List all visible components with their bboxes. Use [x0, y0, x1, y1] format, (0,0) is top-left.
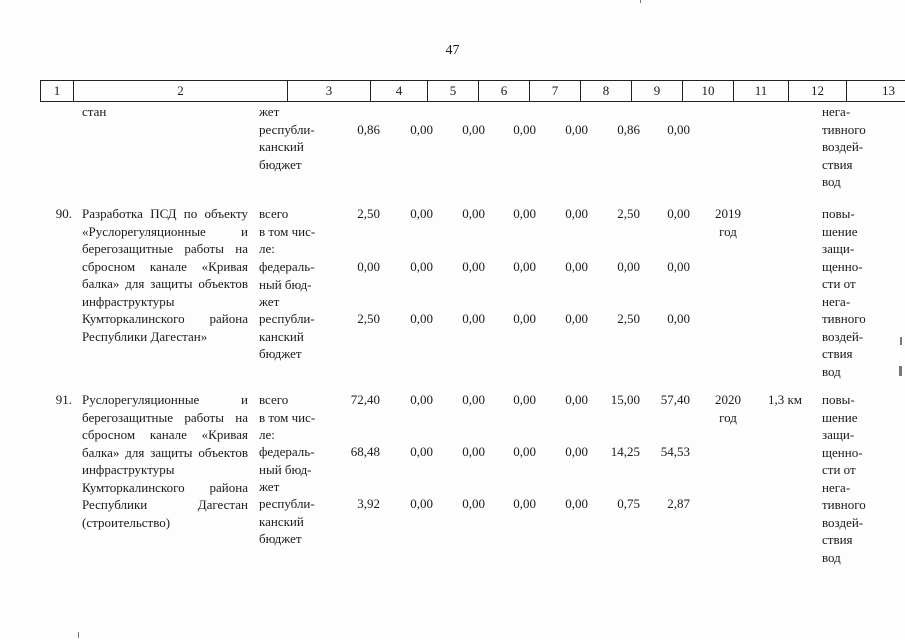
length-cell: 1,3 км — [767, 392, 803, 407]
year-cell: 2020 год — [715, 392, 741, 425]
value-cell: 0,00 — [667, 259, 690, 274]
header-cell: 10 — [683, 81, 734, 102]
value-cell: 3,92 — [357, 496, 380, 511]
page-number: 47 — [445, 43, 460, 58]
header-cell: 9 — [632, 81, 683, 102]
value-cell: 0,86 — [617, 122, 640, 137]
header-cell: 8 — [581, 81, 632, 102]
row-number: 90. — [55, 206, 72, 221]
value-cell: 2,50 — [617, 206, 640, 221]
value-cell: 0,00 — [617, 259, 640, 274]
value-cell: 0,00 — [667, 311, 690, 326]
value-cell: 0,00 — [410, 392, 433, 407]
value-cell: 0,00 — [513, 311, 536, 326]
value-cell: 0,00 — [513, 496, 536, 511]
source-federal: федераль- ный бюд- жет — [259, 259, 315, 309]
value-cell: 0,86 — [357, 122, 380, 137]
source-republic: республи- канский бюджет — [259, 496, 315, 546]
value-cell: 0,00 — [565, 392, 588, 407]
value-cell: 57,40 — [660, 392, 690, 407]
scan-speck — [78, 632, 79, 638]
year-cell: 2019 год — [715, 206, 741, 239]
column-header-table — [40, 80, 905, 102]
source-federal: федераль- ный бюд- жет — [259, 444, 315, 494]
header-cell: 5 — [428, 81, 479, 102]
value-cell: 2,87 — [667, 496, 690, 511]
continuation-description: стан — [82, 104, 107, 119]
value-cell: 0,00 — [410, 206, 433, 221]
source-total: всего в том чис- ле: — [259, 206, 316, 256]
row-description: Разработка ПСД по объекту «Руслорегуляционные и берегозащитные работы на сбросном канале «Кривая балка» для защиты объектов инфраструктуры Кумторкалинского района Республики Дагестан» — [82, 206, 248, 344]
value-cell: 0,00 — [667, 206, 690, 221]
value-cell: 54,53 — [660, 444, 690, 459]
header-cell: 4 — [371, 81, 428, 102]
value-cell: 0,00 — [462, 259, 485, 274]
value-cell: 0,00 — [410, 259, 433, 274]
header-cell: 11 — [734, 81, 789, 102]
result-cell: повы- шение защи- щенно- сти от нега- тивного воздей- ствия вод — [822, 206, 866, 379]
value-cell: 0,00 — [462, 311, 485, 326]
header-cell: 12 — [789, 81, 847, 102]
value-cell: 2,50 — [617, 311, 640, 326]
value-cell: 0,00 — [462, 392, 485, 407]
value-cell: 0,00 — [513, 122, 536, 137]
scan-speck — [900, 337, 902, 345]
header-cell: 1 — [41, 81, 74, 102]
continuation-source: жет республи- канский бюджет — [259, 104, 315, 172]
header-cell: 13 — [847, 81, 905, 102]
value-cell: 0,00 — [513, 392, 536, 407]
value-cell: 0,00 — [565, 496, 588, 511]
header-cell: 3 — [288, 81, 371, 102]
value-cell: 0,00 — [565, 122, 588, 137]
continuation-result: нега- тивного воздей- ствия вод — [822, 104, 866, 189]
value-cell: 0,00 — [462, 444, 485, 459]
value-cell: 0,00 — [462, 206, 485, 221]
row-description: Руслорегуляционные и берегозащитные работы на сбросном канале «Кривая балка» для защиты объектов инфраструктуры Кумторкалинского района Республики Дагестан (строительство) — [82, 392, 248, 530]
value-cell: 0,00 — [565, 206, 588, 221]
header-cell: 7 — [530, 81, 581, 102]
value-cell: 0,00 — [513, 206, 536, 221]
result-cell: повы- шение защи- щенно- сти от нега- тивного воздей- ствия вод — [822, 392, 866, 565]
value-cell: 0,75 — [617, 496, 640, 511]
value-cell: 72,40 — [350, 392, 380, 407]
value-cell: 0,00 — [410, 496, 433, 511]
value-cell: 0,00 — [462, 122, 485, 137]
value-cell: 0,00 — [410, 311, 433, 326]
value-cell: 0,00 — [565, 259, 588, 274]
source-total: всего в том чис- ле: — [259, 392, 316, 442]
scan-speck — [640, 0, 641, 3]
value-cell: 68,48 — [350, 444, 380, 459]
value-cell: 0,00 — [565, 311, 588, 326]
value-cell: 0,00 — [565, 444, 588, 459]
value-cell: 0,00 — [410, 122, 433, 137]
value-cell: 0,00 — [667, 122, 690, 137]
header-cell: 6 — [479, 81, 530, 102]
header-row — [41, 81, 905, 102]
value-cell: 0,00 — [357, 259, 380, 274]
value-cell: 2,50 — [357, 311, 380, 326]
value-cell: 14,25 — [610, 444, 640, 459]
value-cell: 0,00 — [410, 444, 433, 459]
value-cell: 0,00 — [513, 444, 536, 459]
value-cell: 2,50 — [357, 206, 380, 221]
value-cell: 0,00 — [462, 496, 485, 511]
row-number: 91. — [55, 392, 72, 407]
scan-speck — [899, 366, 902, 376]
header-cell: 2 — [74, 81, 288, 102]
value-cell: 15,00 — [610, 392, 640, 407]
source-republic: республи- канский бюджет — [259, 311, 315, 361]
value-cell: 0,00 — [513, 259, 536, 274]
